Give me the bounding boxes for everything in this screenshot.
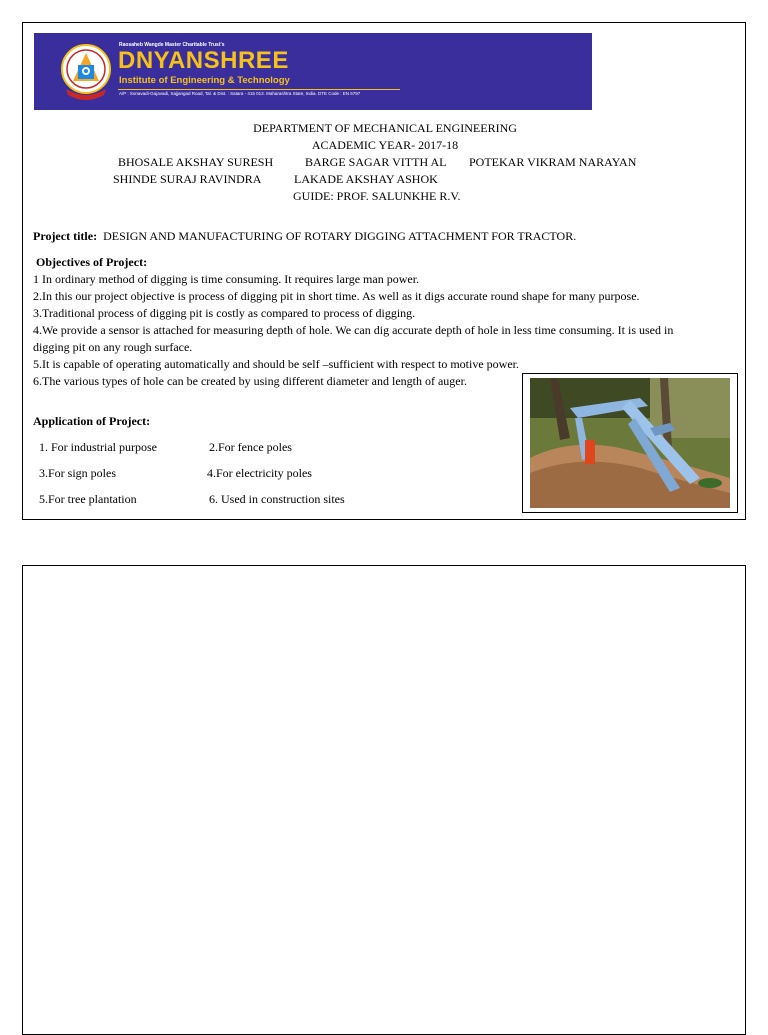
- guide-name: GUIDE: PROF. SALUNKHE R.V.: [293, 189, 461, 203]
- student-name: BHOSALE AKSHAY SURESH: [118, 155, 274, 169]
- project-title-label: Project title:: [33, 229, 98, 243]
- application-item: 2.For fence poles: [209, 440, 292, 454]
- project-title: DESIGN AND MANUFACTURING OF ROTARY DIGGING ATTACHMENT FOR TRACTOR.: [103, 229, 577, 243]
- project-photo-frame: [522, 373, 738, 513]
- banner-divider: [118, 89, 400, 90]
- objectives-heading: Objectives of Project:: [36, 255, 148, 269]
- objective-line: 5.It is capable of operating automatically and should be self –sufficient with respect to motive power.: [33, 357, 519, 371]
- student-name: POTEKAR VIKRAM NARAYAN: [469, 155, 637, 169]
- digging-attachment-photo-icon: [530, 378, 730, 508]
- academic-year: ACADEMIC YEAR- 2017-18: [311, 138, 459, 152]
- objective-line: digging pit on any rough surface.: [33, 340, 193, 354]
- objective-line: 3.Traditional process of digging pit is costly as compared to process of digging.: [33, 306, 416, 320]
- institute-emblem-icon: [60, 41, 112, 103]
- objective-line: 4.We provide a sensor is attached for measuring depth of hole. We can dig accurate depth of hole in less time consuming. It is used in: [33, 323, 674, 337]
- institute-address: A/P : Sonavadi-Gajavadi, Sajjangad Road, Tal. & Dist. : Satara - 415 013. Maharashtra State, India. DTE Code : EN 6797: [119, 91, 361, 96]
- applications-heading: Application of Project:: [33, 414, 151, 428]
- objective-line: 6.The various types of hole can be created by using different diameter and length of auger.: [33, 374, 467, 388]
- application-item: 6. Used in construction sites: [209, 492, 345, 506]
- student-name: SHINDE SURAJ RAVINDRA: [113, 172, 262, 186]
- project-title-row: [33, 229, 576, 243]
- objective-line: 1 In ordinary method of digging is time consuming. It requires large man power.: [33, 272, 420, 286]
- application-item: 5.For tree plantation: [39, 492, 137, 506]
- institute-subtitle: Institute of Engineering & Technology: [119, 75, 290, 86]
- project-summary-card: [22, 22, 746, 520]
- application-item: 4.For electricity poles: [207, 466, 312, 480]
- institute-name: DNYANSHREE: [118, 47, 289, 74]
- institute-banner: [34, 33, 592, 110]
- student-name: BARGE SAGAR VITTH AL: [305, 155, 447, 169]
- application-item: 3.For sign poles: [39, 466, 117, 480]
- objective-line: 2.In this our project objective is process of digging pit in short time. As well as it digs accurate round shape for many purpose.: [33, 289, 640, 303]
- student-name: LAKADE AKSHAY ASHOK: [294, 172, 438, 186]
- blank-page-card: [22, 565, 746, 1035]
- application-item: 1. For industrial purpose: [39, 440, 157, 454]
- trust-name: Raosaheb Wangde Master Charitable Trust's: [119, 42, 225, 48]
- department-name: DEPARTMENT OF MECHANICAL ENGINEERING: [253, 121, 517, 135]
